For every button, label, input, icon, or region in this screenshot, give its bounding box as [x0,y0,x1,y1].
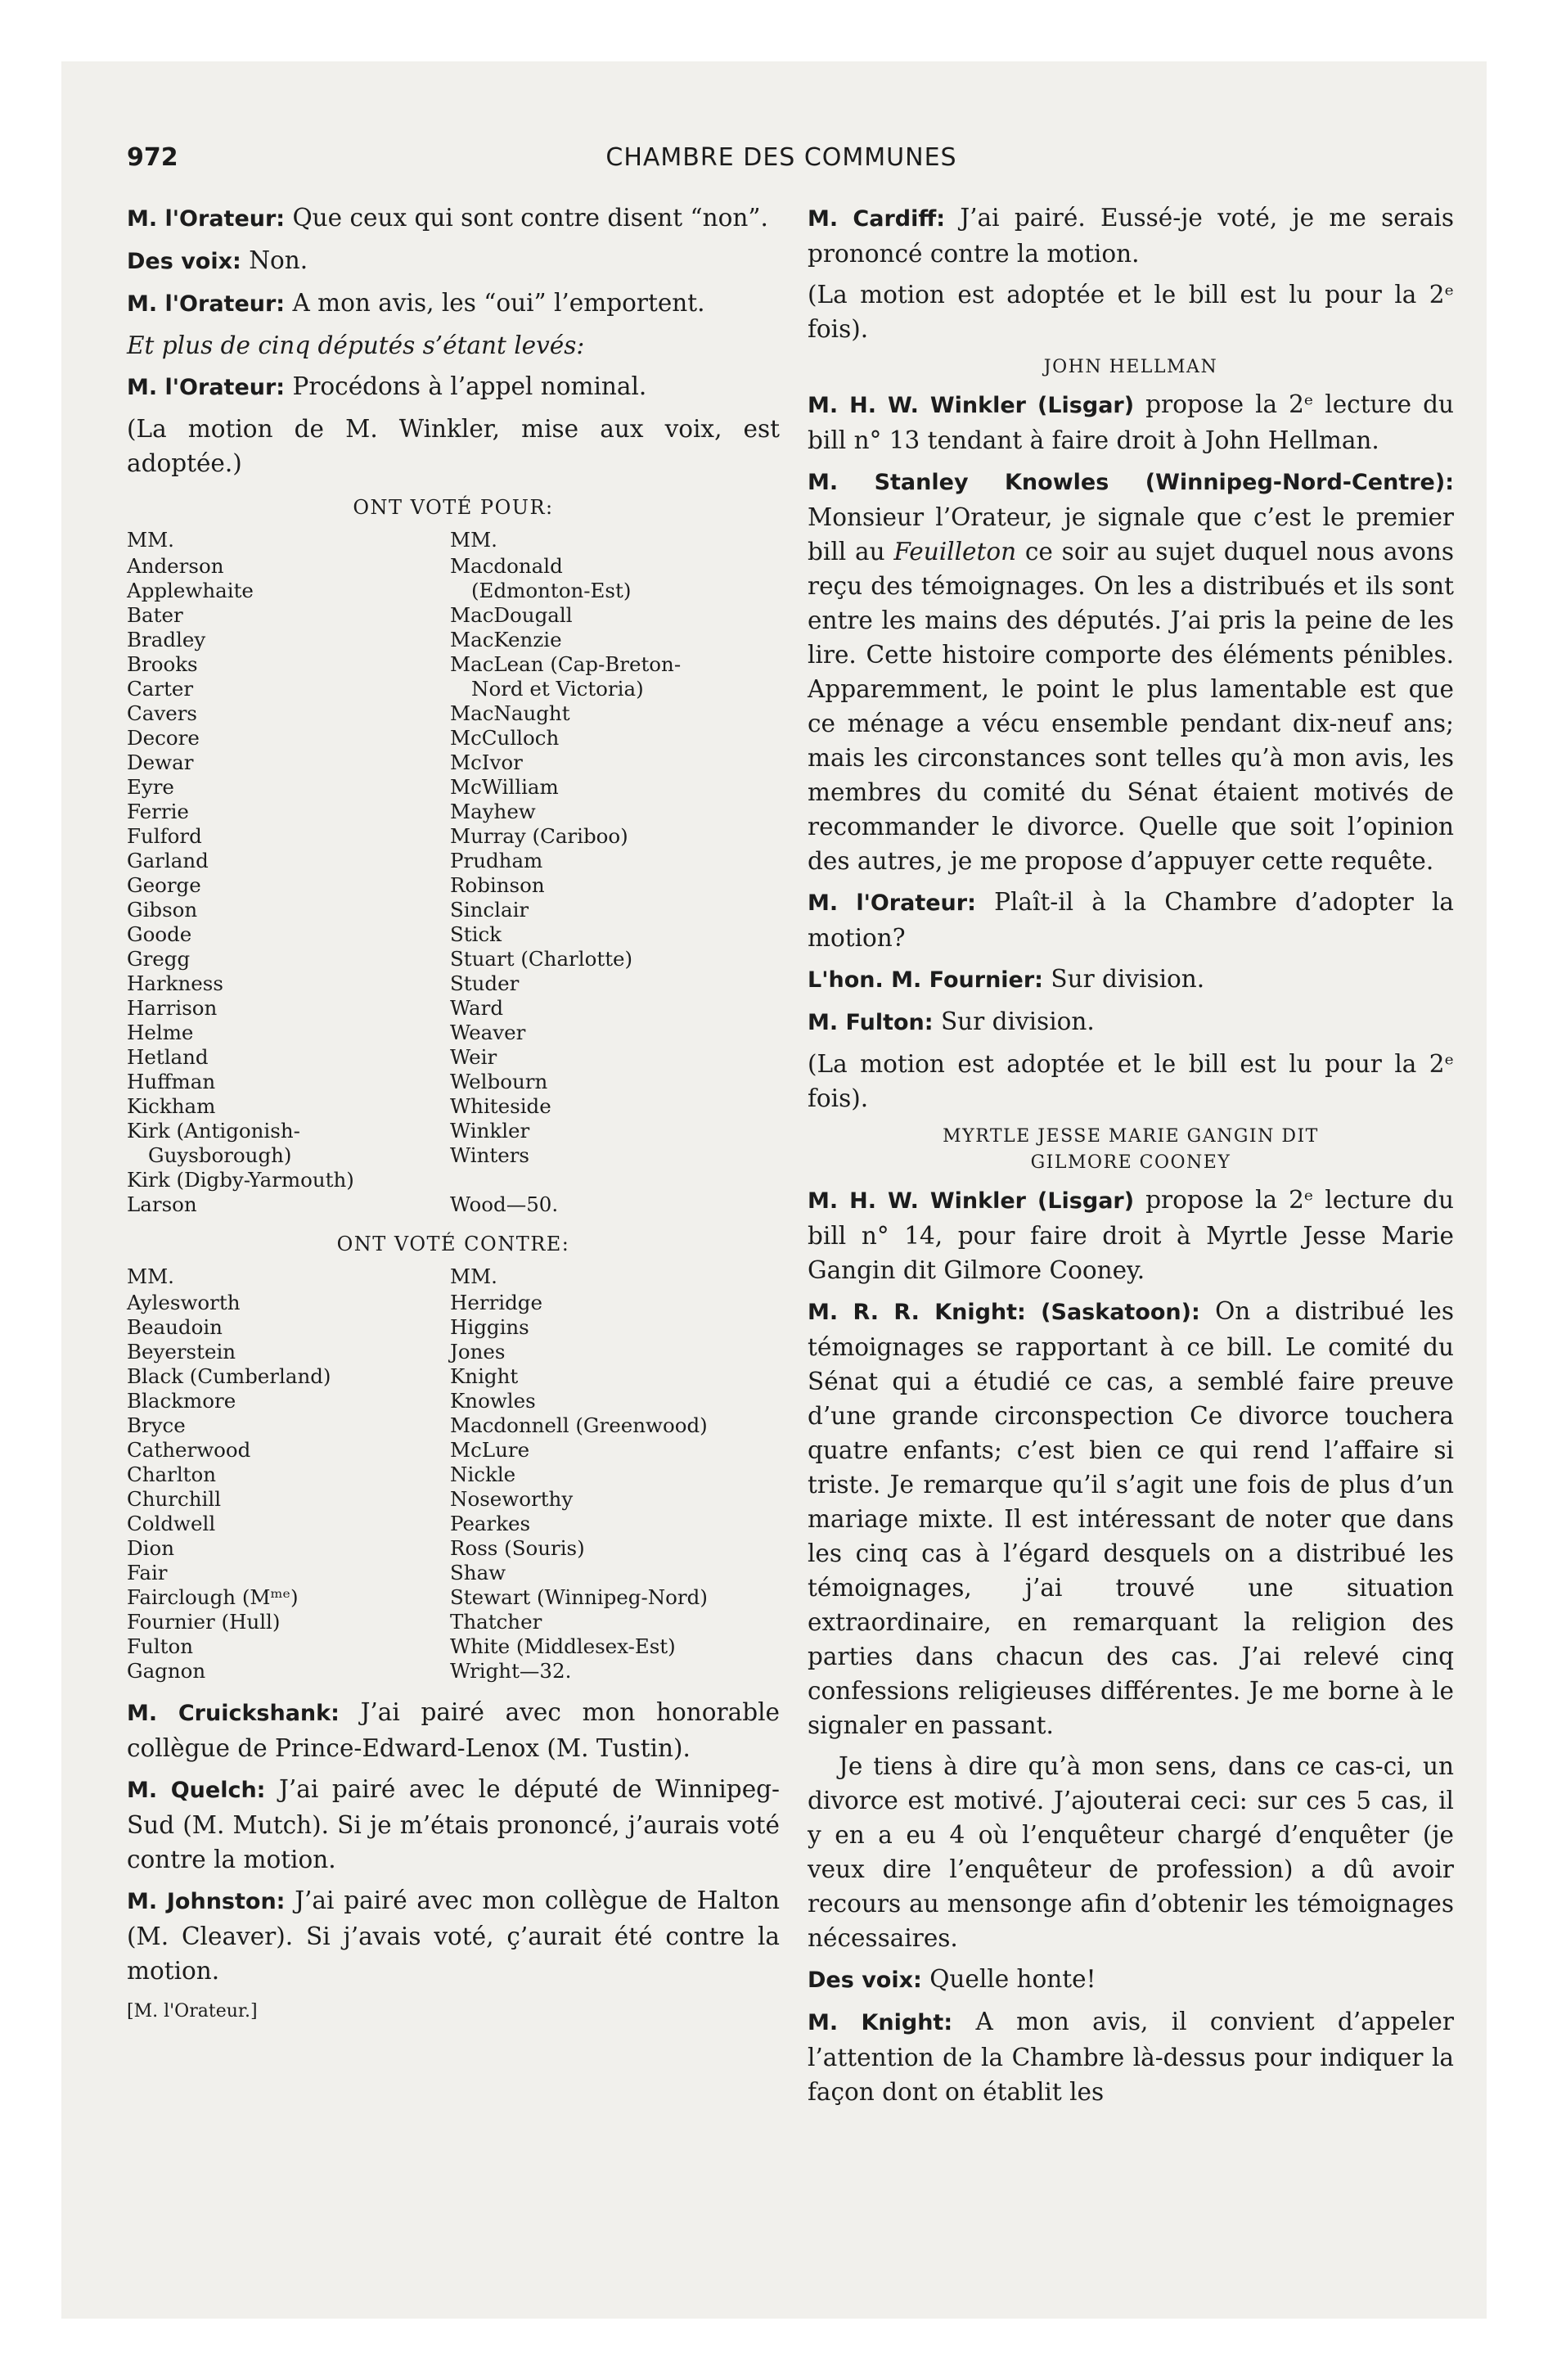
vote-list-label: MM. [127,1264,174,1288]
speaker: M. Cruickshank: [127,1701,340,1726]
member-name: Wright—32. [450,1659,572,1683]
member-name: Macdonnell (Greenwood) [450,1413,708,1437]
member-name: MacDougall [450,603,573,627]
vote-names-col1 [127,528,450,1217]
speech: Sur division. [1042,965,1205,993]
member-name: Charlton [127,1463,217,1486]
member-name: Pearkes [450,1512,531,1535]
member-name: Black (Cumberland) [127,1364,331,1388]
member-name: Stick [450,922,502,946]
left-column [127,201,780,2029]
vote-heading-contre: ONT VOTÉ CONTRE: [336,1233,570,1255]
member-name: Whiteside [450,1094,551,1118]
paragraph [808,201,1454,271]
member-name: Anderson [127,554,224,578]
member-name: Sinclair [450,898,529,922]
member-name: Blackmore [127,1389,236,1413]
speech: Procédons à l’appel nominal. [285,372,647,400]
member-name: Noseworthy [450,1487,574,1511]
speaker: M. Quelch: [127,1778,266,1803]
member-name: Guysborough) [148,1143,292,1167]
member-name: MacKenzie [450,628,562,651]
member-name: Hetland [127,1045,209,1069]
member-name: Weaver [450,1021,526,1044]
speech: Que ceux qui sont contre disent “non”. [285,204,768,232]
member-name: McCulloch [450,726,560,750]
member-name: Knowles [450,1389,536,1413]
bill-heading-line: MYRTLE JESSE MARIE GANGIN DIT [943,1126,1319,1147]
member-name: Wood—50. [450,1192,559,1216]
paragraph [808,1004,1454,1040]
speaker: M. H. W. Winkler (Lisgar) [808,393,1135,418]
bill-heading [808,1124,1454,1176]
member-name: Thatcher [450,1610,542,1634]
paragraph [127,1772,780,1877]
member-name: McWilliam [450,775,559,799]
member-name: Bryce [127,1413,186,1437]
speech: propose la 2ᵉ lecture du bill n° 14, pour faire droit à Myrtle Jesse Marie Gangin dit Gilmore Cooney. [808,1186,1454,1284]
member-name: Cavers [127,701,197,725]
member-name: Huffman [127,1070,216,1093]
speech: A mon avis, les “oui” l’emportent. [285,289,705,317]
member-name: Helme [127,1021,194,1044]
member-name: Jones [450,1340,506,1364]
member-name: Fournier (Hull) [127,1610,281,1634]
member-name: McLure [450,1438,530,1462]
member-name: (Edmonton-Est) [471,579,632,602]
page [61,61,1487,2319]
member-name: MacLean (Cap-Breton- [450,652,682,676]
member-name: Applewhaite [127,579,254,602]
member-name: Eyre [127,775,174,799]
motion-result: (La motion de M. Winkler, mise aux voix, est adoptée.) [127,415,780,477]
member-name: Larson [127,1192,197,1216]
speaker: M. Johnston: [127,1889,286,1914]
paragraph [127,1695,780,1765]
vote-list-pour [127,528,780,1217]
member-name: Gregg [127,947,191,971]
paragraph [808,962,1454,998]
paragraph: Je tiens à dire qu’à mon sens, dans ce cas-ci, un divorce est motivé. J’ajouterai ceci: sur ces 5 cas, il y en a eu 4 où l’enquêteur chargé d’enquêter (je veux dire l’enquêteur de profession) a dû avoir recours au mensonge afin d’obtenir les témoignages nécessaires. [808,1752,1454,1952]
member-name: Goode [127,922,192,946]
speech-italic: Feuilleton [893,538,1017,566]
speaker: M. Fulton: [808,1010,934,1035]
member-name: Decore [127,726,200,750]
vote-names-col2 [450,528,777,1217]
member-name: Kickham [127,1094,216,1118]
page-number: 972 [127,143,178,172]
paragraph [127,286,780,322]
paragraph [808,387,1454,458]
speaker: M. Stanley Knowles (Winnipeg-Nord-Centre): [808,470,1454,495]
member-name [450,1168,777,1192]
vote-list-label: MM. [450,1264,497,1288]
member-name: Dewar [127,751,194,774]
speaker: Des voix: [808,1968,922,1993]
speech: propose la 2ᵉ lecture du bill n° 13 tendant à faire droit à John Hellman. [808,390,1454,454]
paragraph [808,464,1454,878]
member-name: Kirk (Antigonish- [127,1119,300,1143]
member-name: Ward [450,996,504,1020]
motion-result: (La motion est adoptée et le bill est lu pour la 2ᵉ fois). [808,1050,1454,1112]
paragraph [127,369,780,405]
speech: J’ai pairé avec mon honorable collègue de Prince-Edward-Lenox (M. Tustin). [127,1698,780,1762]
member-name: Nickle [450,1463,516,1486]
member-name: McIvor [450,751,523,774]
member-name: Ross (Souris) [450,1536,585,1560]
speaker: L'hon. M. Fournier: [808,967,1043,993]
member-name: Bradley [127,628,206,651]
member-name: Coldwell [127,1512,216,1535]
paragraph [808,1294,1454,1742]
paragraph [808,1183,1454,1287]
member-name: Prudham [450,849,543,872]
member-name: Welbourn [450,1070,548,1093]
speaker: M. Knight: [808,2010,953,2035]
member-name: Macdonald [450,554,563,578]
motion-result: (La motion est adoptée et le bill est lu pour la 2ᵉ fois). [808,281,1454,343]
member-name: Beaudoin [127,1315,223,1339]
member-name: Brooks [127,652,198,676]
member-name: Nord et Victoria) [471,677,644,701]
running-title: CHAMBRE DES COMMUNES [605,143,957,172]
bill-heading-line: GILMORE COONEY [1030,1152,1231,1173]
vote-heading-pour: ONT VOTÉ POUR: [353,496,554,519]
member-name: Carter [127,677,194,701]
bill-heading: JOHN HELLMAN [1043,357,1218,377]
reference-note: [M. l'Orateur.] [127,2001,258,2022]
vote-names-col2 [450,1264,777,1684]
speaker: M. H. W. Winkler (Lisgar) [808,1188,1135,1214]
paragraph [808,2004,1454,2109]
member-name: Gibson [127,898,198,922]
member-name: Gagnon [127,1659,206,1683]
member-name: Garland [127,849,209,872]
member-name: Fair [127,1561,168,1584]
member-name: Higgins [450,1315,529,1339]
member-name: Beyerstein [127,1340,236,1364]
paragraph [127,243,780,279]
speech: J’ai pairé avec mon collègue de Halton (M. Cleaver). Si j’avais voté, ç’aurait été contre la motion. [127,1886,780,1985]
speaker: M. l'Orateur: [127,375,286,400]
member-name: Robinson [450,873,545,897]
vote-names-col1 [127,1264,450,1684]
speaker: M. l'Orateur: [127,291,286,317]
member-name: Aylesworth [127,1291,241,1314]
speech: J’ai pairé. Eussé-je voté, je me serais prononcé contre la motion. [808,204,1454,268]
paragraph [127,1883,780,1988]
right-column [808,201,1454,2116]
member-name: Kirk (Digby-Yarmouth) [127,1168,354,1192]
speech: A mon avis, il convient d’appeler l’attention de la Chambre là-dessus pour indiquer la façon dont on établit les [808,2008,1454,2106]
member-name: Dion [127,1536,175,1560]
page-header [127,143,1436,184]
member-name: Churchill [127,1487,222,1511]
speech: ce soir au sujet duquel nous avons reçu des témoignages. On les a distribués et ils sont entre les mains des députés. J’ai pris la peine de les lire. Cette histoire comporte des éléments pénibles. Apparemment, le point le plus lamentable est que ce ménage a vécu ensemble pendant dix-neuf ans; mais les circonstances sont telles qu’à mon avis, les membres du comité du Sénat étaient motivés de recommander le divorce. Quelle que soit l’opinion des autres, je me propose d’appuyer cette requête. [808,538,1455,875]
member-name: Winters [450,1143,529,1167]
member-name: Harrison [127,996,218,1020]
member-name: George [127,873,201,897]
speaker: Des voix: [127,249,241,274]
speech: J’ai pairé avec le député de Winnipeg-Sud (M. Mutch). Si je m’étais prononcé, j’aurais voté contre la motion. [127,1775,780,1873]
vote-list-label: MM. [127,528,174,552]
member-name: Fulford [127,824,202,848]
member-name: Fulton [127,1634,193,1658]
speech: Monsieur l’Orateur, je signale que c’est le premier bill au [808,503,1454,566]
member-name: Knight [450,1364,519,1388]
vote-list-contre [127,1264,780,1684]
member-name: Mayhew [450,800,536,823]
speaker: M. R. R. Knight: (Saskatoon): [808,1300,1200,1325]
member-name: MacNaught [450,701,570,725]
speaker: M. l'Orateur: [127,206,286,232]
member-name: Stewart (Winnipeg-Nord) [450,1585,708,1609]
paragraph [808,885,1454,955]
speech: On a distribué les témoignages se rapportant à ce bill. Le comité du Sénat qui a étudié ce cas, a semblé faire preuve d’une grande circonspection Ce divorce touchera quatre enfants; c’est bien ce qui rend l’affaire si triste. Je remarque qu’il s’agit une fois de plus d’un mariage mixte. Il est intéressant de noter que dans les cinq cas à l’égard desquels on a distribué les témoignages, j’ai trouvé une situation extraordinaire, en remarquant la religion des parties dans chacun des cas. J’ai relevé cinq confessions religieuses différentes. Je me borne à le signaler en passant. [808,1297,1454,1739]
member-name: Ferrie [127,800,189,823]
speech: Quelle honte! [921,1965,1096,1993]
member-name: Bater [127,603,183,627]
vote-list-label: MM. [450,528,497,552]
member-name: Murray (Cariboo) [450,824,628,848]
member-name: White (Middlesex-Est) [450,1634,676,1658]
member-name: Shaw [450,1561,506,1584]
paragraph [808,1962,1454,1998]
member-name: Stuart (Charlotte) [450,947,633,971]
member-name: Fairclough (Mᵐᵉ) [127,1585,299,1609]
member-name: Weir [450,1045,497,1069]
speech: Non. [241,246,308,274]
speech: Plaît-il à la Chambre d’adopter la motion? [808,888,1455,952]
italic-note: Et plus de cinq députés s’étant levés: [127,331,585,359]
member-name: Catherwood [127,1438,251,1462]
member-name: Studer [450,971,520,995]
speaker: M. l'Orateur: [808,890,976,916]
speech: Sur division. [933,1007,1095,1035]
member-name: Harkness [127,971,223,995]
speaker: M. Cardiff: [808,206,946,232]
member-name: Herridge [450,1291,542,1314]
member-name: Winkler [450,1119,530,1143]
paragraph [127,201,780,237]
